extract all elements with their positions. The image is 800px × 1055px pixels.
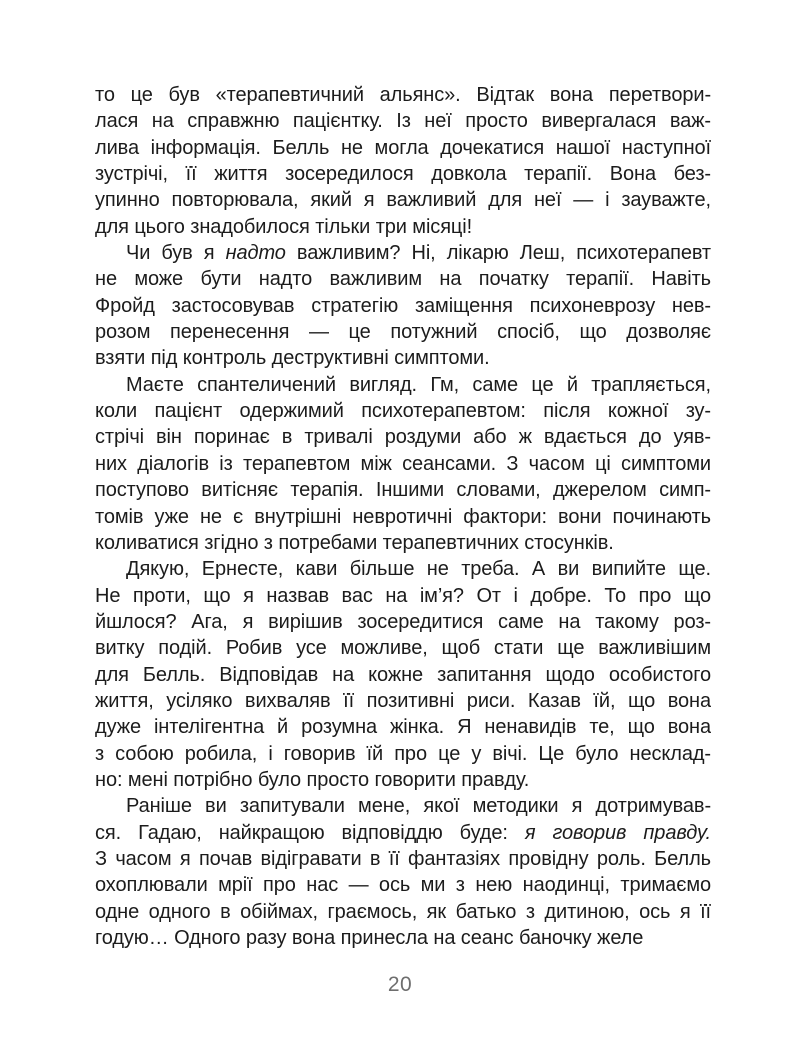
text-line: охоплювали мрії про нас — ось ми з нею наодинці, тримаємо <box>95 874 711 897</box>
text-line: Маєте спантеличений вигляд. Гм, саме це й трапляється, <box>126 373 711 396</box>
text-line: лася на справжню пацієнтку. Із неї просто вивергалася важ- <box>95 110 711 133</box>
text-line: Раніше ви запитували мене, якої методики я дотримував- <box>126 795 711 818</box>
text-line: З часом я почав відігравати в її фантазіях провідну роль. Белль <box>95 847 711 870</box>
text-line: не може бути надто важливим на початку терапії. Навіть <box>95 268 711 291</box>
text-line: дуже інтелігентна й розумна жінка. Я ненавидів те, що вона <box>95 716 711 739</box>
text-line: одне одного в обіймах, граємось, як батько з дитиною, ось я її <box>95 900 711 923</box>
text-line: взяти під контроль деструктивні симптоми. <box>95 347 490 370</box>
text-line: стрічі він поринає в тривалі роздуми або ж вдається до уяв- <box>95 426 711 449</box>
text-line: упинно повторювала, який я важливий для неї — і зауважте, <box>95 189 711 212</box>
text-line: Чи був я надто важливим? Ні, лікарю Леш, психотерапевт <box>126 242 711 265</box>
text-line: коли пацієнт одержимий психотерапевтом: після кожної зу- <box>95 400 711 423</box>
text-line: з собою робила, і говорив їй про це у вічі. Це було несклад- <box>95 742 711 765</box>
text-line: поступово витісняє терапія. Іншими словами, джерелом симп- <box>95 479 711 502</box>
text-line: томів уже не є внутрішні невротичні фактори: вони починають <box>95 505 711 528</box>
text-line: зустрічі, її життя зосередилося довкола терапії. Вона без- <box>95 163 711 186</box>
text-line: коливатися згідно з потребами терапевтичних стосунків. <box>95 531 614 554</box>
text-line: них діалогів із терапевтом між сеансами. З часом ці симптоми <box>95 452 711 475</box>
page-footer <box>0 973 800 997</box>
text-line: Не проти, що я назвав вас на ім’я? От і добре. То про що <box>95 584 711 607</box>
text-line: годую… Одного разу вона принесла на сеанс баночку желе <box>95 927 644 949</box>
text-line: для цього знадобилося тільки три місяці! <box>95 215 473 238</box>
text-line: життя, усіляко вихваляв її позитивні риси. Казав їй, що вона <box>95 689 711 712</box>
text-line: то це був «терапевтичний альянс». Відтак вона перетвори- <box>95 84 711 106</box>
text-line: витку подій. Робив усе можливе, щоб стати ще важливішим <box>95 637 711 660</box>
text-line: но: мені потрібно було просто говорити правду. <box>95 768 530 791</box>
text-line: ся. Гадаю, найкращою відповіддю буде: я говорив правду. <box>95 821 711 844</box>
page-number: 20 <box>387 973 413 996</box>
text-line: лива інформація. Белль не могла дочекатися нашої наступної <box>95 136 711 159</box>
text-line: Дякую, Ернесте, кави більше не треба. А ви випийте ще. <box>126 558 711 581</box>
page-text <box>95 82 711 951</box>
text-line: йшлося? Ага, я вирішив зосередитися саме на такому роз- <box>95 610 711 633</box>
text-line: для Белль. Відповідав на кожне запитання щодо особистого <box>95 663 711 686</box>
text-line: Фройд застосовував стратегію заміщення психоневрозу нев- <box>95 294 711 317</box>
text-line: розом перенесення — це потужний спосіб, що дозволяє <box>95 321 711 344</box>
